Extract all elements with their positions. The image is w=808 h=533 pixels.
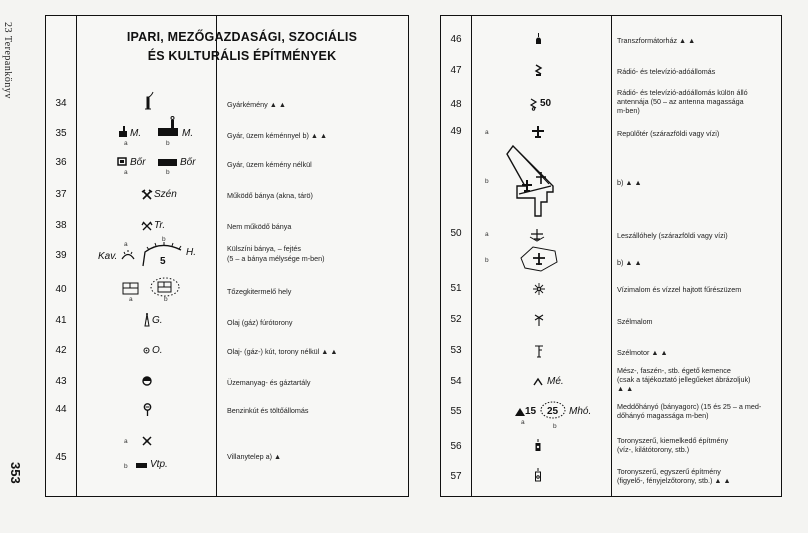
row-description: Gyár, üzem kémény nélkül bbox=[227, 160, 312, 169]
variant-a-label: a bbox=[124, 140, 128, 147]
peat-extraction-icon bbox=[122, 282, 140, 296]
variant-b-label: b bbox=[162, 236, 166, 243]
wind-engine-icon bbox=[534, 345, 544, 357]
row-description: (5 – a bánya mélysége m-ben) bbox=[227, 254, 325, 263]
row-description: (figyelő-, fényjelzőtorony, stb.) ▲ ▲ bbox=[617, 476, 731, 485]
row-number: 43 bbox=[55, 376, 67, 387]
drilling-rig-icon bbox=[143, 313, 151, 327]
factory-small-icon bbox=[118, 158, 127, 166]
symbol-label: Bőr bbox=[180, 157, 196, 168]
simple-tower-icon bbox=[534, 468, 542, 483]
antenna-height-label: 50 bbox=[540, 98, 552, 109]
symbol-label: Vtp. bbox=[150, 459, 168, 470]
symbol-label: O. bbox=[152, 345, 163, 356]
row-number: 42 bbox=[55, 345, 67, 356]
column-divider bbox=[611, 16, 612, 496]
oil-well-icon bbox=[143, 347, 150, 354]
watermill-icon bbox=[533, 283, 545, 295]
row-description: Toronyszerű, egyszerű építmény bbox=[617, 467, 721, 476]
symbol-label: Tr. bbox=[154, 220, 166, 231]
symbol-label: Szén bbox=[154, 189, 177, 200]
row-number: 35 bbox=[55, 128, 67, 139]
row-description: Villanytelep a) ▲ bbox=[227, 452, 282, 461]
row-number: 53 bbox=[450, 345, 462, 356]
variant-a-label: a bbox=[485, 231, 489, 238]
row-description: Tőzegkitermelő hely bbox=[227, 287, 292, 296]
open-pit-small-icon bbox=[121, 250, 135, 260]
row-description: b) ▲ ▲ bbox=[617, 178, 642, 187]
row-number: 57 bbox=[450, 471, 462, 482]
row-number: 45 bbox=[55, 452, 67, 463]
variant-b-label: b bbox=[124, 463, 128, 470]
antenna-icon bbox=[529, 96, 538, 111]
variant-a-label: a bbox=[124, 169, 128, 176]
variant-b-label: b bbox=[164, 296, 168, 303]
row-description: Vízimalom és vízzel hajtott fűrészüzem bbox=[617, 285, 742, 294]
variant-b-label: b bbox=[166, 140, 170, 147]
chimney-icon bbox=[142, 94, 154, 110]
row-description: dőhányó magassága m-ben) bbox=[617, 411, 709, 420]
airfield-runway-icon bbox=[507, 142, 567, 222]
row-description: Olaj (gáz) fúrótorony bbox=[227, 318, 293, 327]
row-description: Meddőhányó (bányagorc) (15 és 25 – a med- bbox=[617, 402, 762, 411]
row-description: Benzinkút és töltőállomás bbox=[227, 406, 309, 415]
variant-b-label: b bbox=[166, 169, 170, 176]
row-number: 36 bbox=[55, 157, 67, 168]
row-number: 38 bbox=[55, 220, 67, 231]
factory-block-icon bbox=[158, 159, 178, 167]
row-description: (víz-, kilátótorony, stb.) bbox=[617, 445, 690, 454]
row-number: 44 bbox=[55, 404, 67, 415]
peat-area-icon bbox=[150, 278, 180, 298]
power-station-icon bbox=[142, 436, 152, 446]
section-title-line1: IPARI, MEZŐGAZDASÁGI, SZOCIÁLIS bbox=[126, 30, 358, 44]
column-divider bbox=[471, 16, 472, 496]
row-number: 46 bbox=[450, 34, 462, 45]
row-number: 49 bbox=[450, 126, 462, 137]
spine-title: 23 Terepankönyv bbox=[2, 22, 13, 99]
row-description: Mész-, faszén-, stb. égető kemence bbox=[617, 366, 731, 375]
fuel-tank-icon bbox=[142, 376, 152, 386]
power-plant-block-icon bbox=[136, 462, 148, 469]
landing-site-icon bbox=[529, 228, 545, 242]
row-description: Transzformátorház ▲ ▲ bbox=[617, 36, 696, 45]
abandoned-mine-icon bbox=[142, 221, 152, 230]
factory-chimney-icon bbox=[118, 128, 128, 138]
row-description: Gyárkémény ▲ ▲ bbox=[227, 100, 286, 109]
row-number: 48 bbox=[450, 99, 462, 110]
symbol-label: M. bbox=[130, 128, 142, 139]
kiln-icon bbox=[533, 378, 543, 386]
row-description: antennája (50 – az antenna magassága bbox=[617, 97, 744, 106]
variant-a-label: a bbox=[485, 129, 489, 136]
prominent-tower-icon bbox=[534, 439, 542, 453]
row-description: ▲ ▲ bbox=[617, 384, 634, 393]
row-description: Szélmotor ▲ ▲ bbox=[617, 348, 668, 357]
variant-b-label: b bbox=[485, 257, 489, 264]
mine-hammers-icon bbox=[142, 190, 152, 199]
symbol-label: Mé. bbox=[547, 376, 564, 387]
variant-a-label: a bbox=[521, 419, 525, 426]
row-description: m-ben) bbox=[617, 106, 640, 115]
landing-area-icon bbox=[519, 246, 559, 272]
row-description: Rádió- és televízió-adóállomás külön álló bbox=[617, 88, 748, 97]
variant-a-label: a bbox=[124, 438, 128, 445]
row-description: b) ▲ ▲ bbox=[617, 258, 642, 267]
row-number: 52 bbox=[450, 314, 462, 325]
variant-b-label: b bbox=[485, 178, 489, 185]
section-title-line2: ÉS KULTURÁLIS ÉPÍTMÉNYEK bbox=[147, 49, 337, 63]
row-description: Rádió- és televízió-adóállomás bbox=[617, 67, 716, 76]
factory-large-icon bbox=[158, 122, 180, 138]
row-description: Külszíni bánya, – fejtés bbox=[227, 244, 301, 253]
row-description: Gyár, üzem kéménnyel b) ▲ ▲ bbox=[227, 131, 328, 140]
row-number: 37 bbox=[55, 189, 67, 200]
row-description: Nem működő bánya bbox=[227, 222, 292, 231]
symbol-label: Mhó. bbox=[569, 406, 592, 417]
row-number: 56 bbox=[450, 441, 462, 452]
row-description: Leszállóhely (szárazföldi vagy vízi) bbox=[617, 231, 728, 240]
row-description: Üzemanyag- és gáztartály bbox=[227, 378, 311, 387]
symbol-label: Bőr bbox=[130, 157, 146, 168]
symbol-label: G. bbox=[152, 315, 163, 326]
page-number: 353 bbox=[8, 462, 23, 484]
gas-station-icon bbox=[143, 403, 152, 417]
column-divider bbox=[216, 16, 217, 496]
pit-depth-label: 5 bbox=[160, 256, 166, 267]
left-panel bbox=[45, 15, 409, 497]
spoil-heap-icon bbox=[515, 408, 525, 416]
right-panel bbox=[440, 15, 782, 497]
symbol-label: Kav. bbox=[98, 251, 118, 262]
radio-tower-icon bbox=[534, 62, 543, 77]
variant-a-label: a bbox=[129, 296, 133, 303]
column-divider bbox=[76, 16, 77, 496]
windmill-icon bbox=[534, 314, 544, 326]
book-spine bbox=[0, 0, 30, 533]
row-number: 51 bbox=[450, 283, 462, 294]
row-description: Toronyszerű, kiemelkedő építmény bbox=[617, 436, 729, 445]
row-number: 55 bbox=[450, 406, 462, 417]
variant-a-label: a bbox=[124, 241, 128, 248]
heap-height-label: 15 bbox=[525, 406, 537, 417]
row-number: 54 bbox=[450, 376, 462, 387]
row-number: 47 bbox=[450, 65, 462, 76]
airport-plane-icon bbox=[531, 126, 545, 138]
heap-height-label: 25 bbox=[547, 406, 559, 417]
row-description: Szélmalom bbox=[617, 317, 653, 326]
row-number: 50 bbox=[450, 228, 462, 239]
symbol-label: M. bbox=[182, 128, 194, 139]
row-number: 34 bbox=[55, 98, 67, 109]
row-description: (csak a tájékoztató jellegűeket ábrázoljuk) bbox=[617, 375, 751, 384]
variant-b-label: b bbox=[553, 423, 557, 430]
transformer-icon bbox=[534, 32, 543, 46]
row-description: Olaj- (gáz-) kút, torony nélkül ▲ ▲ bbox=[227, 347, 338, 356]
symbol-label: H. bbox=[186, 247, 196, 258]
row-number: 40 bbox=[55, 284, 67, 295]
row-number: 41 bbox=[55, 315, 67, 326]
row-number: 39 bbox=[55, 250, 67, 261]
row-description: Működő bánya (akna, tárö) bbox=[227, 191, 313, 200]
row-description: Repülőtér (szárazföldi vagy vízi) bbox=[617, 129, 720, 138]
